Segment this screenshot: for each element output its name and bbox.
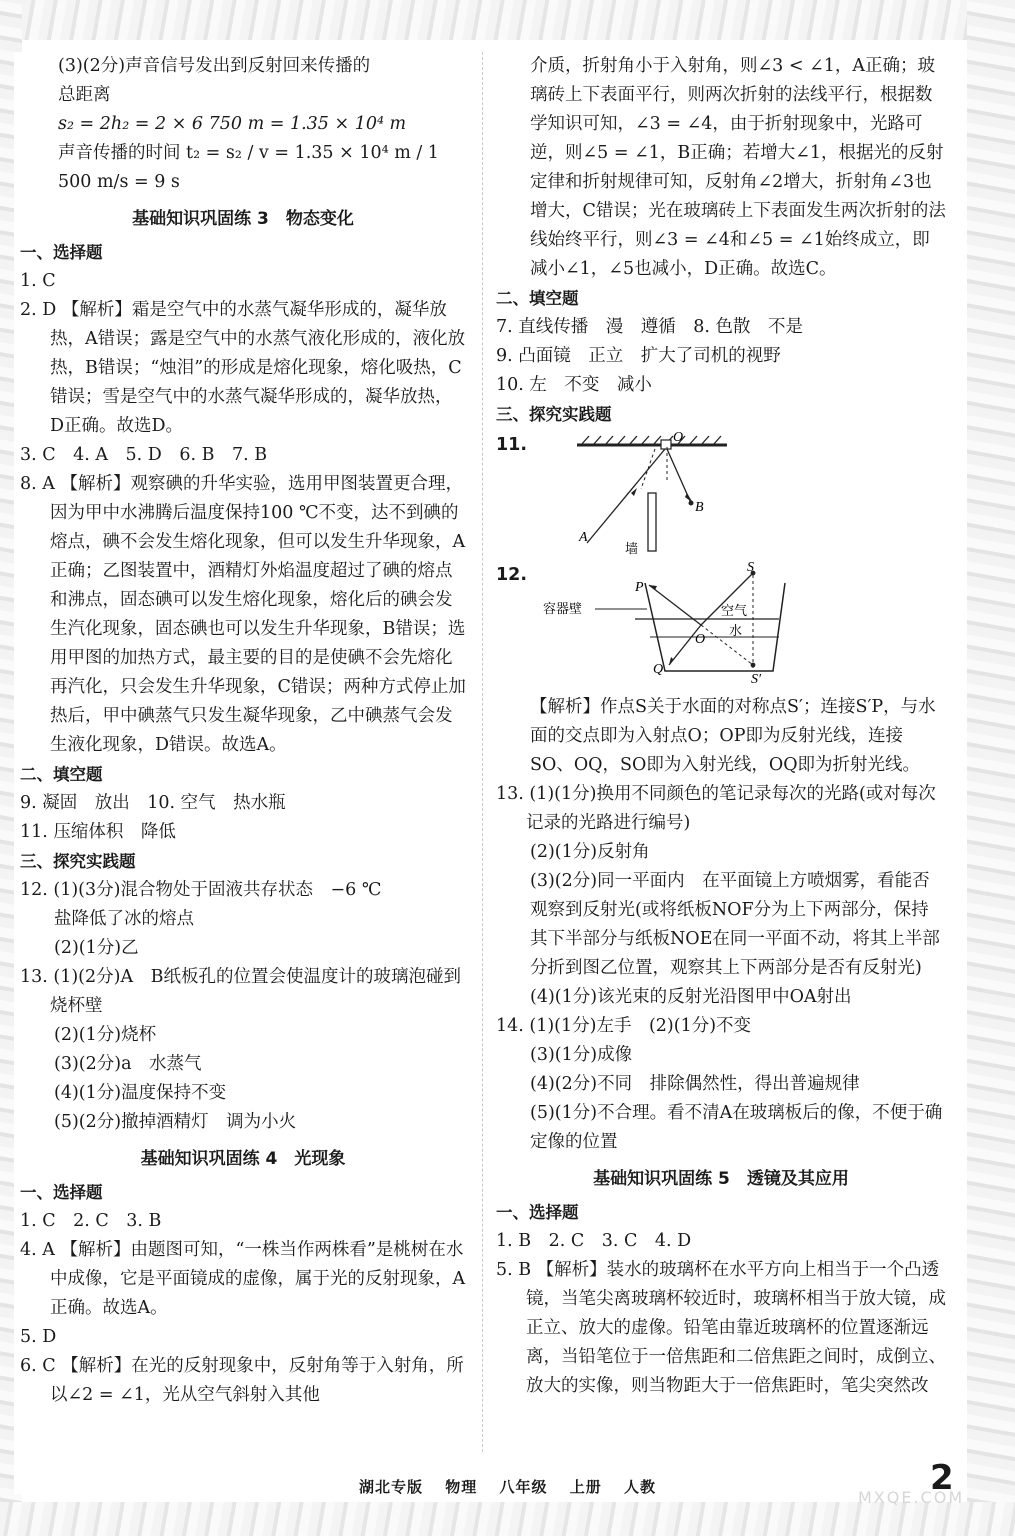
answer-12-label: 12.	[496, 565, 528, 585]
label-s: S	[746, 561, 754, 575]
label-p: P	[634, 580, 644, 595]
answer-13-4: (4)(1分)温度保持不变	[54, 1083, 227, 1103]
page-number: 2	[930, 1458, 954, 1498]
column-divider	[482, 52, 484, 1452]
answer-6-cont: 介质，折射角小于入射角，则∠3 < ∠1，A正确；玻璃砖上下表面平行，则两次折射的法线平行，根据数学知识可知，∠3 = ∠4，由于折射现象中，光路可逆，则∠5 = ∠1，B正确；若增大∠1，根据光的反射定律和折射规律可知，反射角∠2增大，折射角∠3也增大，C错误；光在玻璃砖上下表面发生两次折射的法线始终平行，则∠3 = ∠4和∠5 = ∠1始终成立，即减小∠1，∠5也减小，D正确。故选C。	[530, 56, 946, 279]
figure-12	[496, 561, 946, 691]
answers-9-10: 9. 凝固 放出 10. 空气 热水瓶	[20, 793, 286, 813]
answer-9: 9. 凸面镜 正立 扩大了司机的视野	[496, 346, 781, 366]
label-a: A	[578, 530, 588, 545]
footer-edition: 湖北专版	[358, 1478, 423, 1496]
footer-subject: 物理	[445, 1478, 478, 1496]
answer-13-2r: (2)(1分)反射角	[530, 842, 650, 862]
q3-part: (3)(2分)声音信号发出到反射回来传播的	[58, 56, 371, 76]
answer-13-3r: (3)(2分)同一平面内 在平面镜上方喷烟雾，看能否观察到反射光(或将纸板NOF分为上下两部分，保持其下半部分与纸板NOE在同一平面不动，将其上半部分折到图乙位置，观察其上下两部分是否有反射光)	[530, 871, 940, 978]
answer-sheet	[14, 52, 954, 1494]
answer-6: 6. C 【解析】在光的反射现象中，反射角等于入射角，所以∠2 = ∠1，光从空气斜射入其他	[20, 1356, 464, 1405]
answer-13-2: (2)(1分)烧杯	[54, 1025, 157, 1045]
answers-7-8: 7. 直线传播 漫 遵循 8. 色散 不是	[496, 317, 804, 337]
watermark: MXQE.COM	[858, 1488, 965, 1507]
section-choice: 一、选择题	[20, 243, 103, 262]
formula-time: 声音传播的时间 t₂ = s₂ / v = 1.35 × 10⁴ m / 1 500 m/s = 9 s	[58, 143, 439, 192]
answer-11-label: 11.	[496, 435, 528, 455]
answer-13-1: 13. (1)(2分)A B纸板孔的位置会使温度计的玻璃泡碰到烧杯壁	[20, 967, 461, 1016]
answer-14-5: (5)(1分)不合理。看不清A在玻璃板后的像，不便于确定像的位置	[530, 1103, 943, 1152]
answer-4: 4. A 【解析】由题图可知，“一株当作两株看”是桃树在水中成像，它是平面镜成的虚像，属于光的反射现象，A正确。故选A。	[20, 1240, 466, 1318]
answer-12-2: (2)(1分)乙	[54, 938, 139, 958]
answer-12-explanation: 【解析】作点S关于水面的对称点S′；连接S′P，与水面的交点即为入射点O；OP即为反射光线，连接SO、OQ，SO即为入射光线，OQ即为折射光线。	[530, 697, 936, 775]
section-title-4: 基础知识巩固练 4 光现象	[140, 1149, 346, 1169]
answer-13-5: (5)(2分)撤掉酒精灯 调为小火	[54, 1112, 297, 1132]
label-wall: 墙	[624, 542, 638, 557]
answer-14-1: 14. (1)(1分)左手 (2)(1分)不变	[496, 1016, 752, 1036]
label-b: B	[694, 500, 704, 515]
answer-13-3: (3)(2分)a 水蒸气	[54, 1054, 202, 1074]
section-choice-5: 一、选择题	[496, 1203, 579, 1222]
mirror-reflection-diagram	[557, 431, 757, 559]
label-s-prime: S′	[750, 672, 761, 687]
label-q: Q	[652, 662, 663, 677]
label-o2: O	[694, 632, 705, 647]
label-o: O	[672, 431, 683, 445]
answer-14-3: (3)(1分)成像	[530, 1045, 633, 1065]
label-water: 水	[728, 624, 742, 639]
page-border-right	[967, 0, 1015, 1536]
right-column	[496, 52, 946, 1401]
section-title-3: 基础知识巩固练 3 物态变化	[132, 209, 354, 229]
section-title-5: 基础知识巩固练 5 透镜及其应用	[593, 1169, 849, 1189]
label-container-wall: 容器壁	[542, 602, 582, 617]
answers-3-7: 3. C 4. A 5. D 6. B 7. B	[20, 445, 268, 465]
left-column	[20, 52, 466, 1410]
answer-8: 8. A 【解析】观察碘的升华实验，选用甲图装置更合理，因为甲中水沸腾后温度保持100 ℃不变，达不到碘的熔点，碘不会发生熔化现象，但可以发生升华现象，A正确；乙图装置中，酒精灯外焰温度超过了碘的熔点和沸点，固态碘可以发生熔化现象，熔化后的碘会发生汽化现象，固态碘也可以发生升华现象，B错误；选用甲图的加热方式，最主要的目的是使碘不会先熔化再汽化，只会发生升华现象，C错误；两种方式停止加热后，甲中碘蒸气只发生凝华现象，乙中碘蒸气会发生液化现象，D错误。故选A。	[20, 474, 466, 755]
answer-10: 10. 左 不变 减小	[496, 375, 652, 395]
footer-publisher: 人教	[623, 1478, 656, 1496]
section-fill-4: 二、填空题	[496, 289, 579, 308]
answer-12-1-cont: 盐降低了冰的熔点	[54, 909, 194, 929]
answers-1-4: 1. B 2. C 3. C 4. D	[496, 1231, 692, 1251]
answer-14-4: (4)(2分)不同 排除偶然性，得出普遍规律	[530, 1074, 860, 1094]
figure-11	[496, 431, 946, 559]
answer-13-1r: 13. (1)(1分)换用不同颜色的笔记录每次的光路(或对每次记录的光路进行编号)	[496, 784, 936, 833]
answer-11: 11. 压缩体积 降低	[20, 822, 176, 842]
formula-distance: s₂ = 2h₂ = 2 × 6 750 m = 1.35 × 10⁴ m	[58, 114, 407, 134]
answers-1-3: 1. C 2. C 3. B	[20, 1211, 162, 1231]
refraction-container-diagram	[535, 561, 795, 691]
answer-13-4r: (4)(1分)该光束的反射光沿图甲中OA射出	[530, 987, 852, 1007]
footer-grade: 八年级	[499, 1478, 548, 1496]
answer-5-lens: 5. B 【解析】装水的玻璃杯在水平方向上相当于一个凸透镜，当笔尖离玻璃杯较近时，玻璃杯相当于放大镜，成正立、放大的虚像。铅笔由靠近玻璃杯的位置逐渐远离，当铅笔位于一倍焦距和二倍焦距之间时，成倒立、放大的实像，则当物距大于一倍焦距时，笔尖突然改	[496, 1260, 946, 1396]
footer-volume: 上册	[569, 1478, 602, 1496]
section-choice-4: 一、选择题	[20, 1183, 103, 1202]
answer-1: 1. C	[20, 271, 56, 291]
page-border-top	[0, 0, 1015, 40]
label-air: 空气	[720, 604, 747, 619]
q3-part-cont: 总距离	[58, 85, 111, 105]
answer-5: 5. D	[20, 1327, 57, 1347]
answer-12-1: 12. (1)(3分)混合物处于固液共存状态 −6 ℃	[20, 880, 382, 900]
section-practice: 三、探究实践题	[20, 852, 136, 871]
section-practice-4: 三、探究实践题	[496, 405, 612, 424]
section-fill: 二、填空题	[20, 765, 103, 784]
answer-2: 2. D 【解析】霜是空气中的水蒸气凝华形成的，凝华放热，A错误；露是空气中的水蒸气液化形成的，液化放热，B错误；“烛泪”的形成是熔化现象，熔化吸热，C错误；雪是空气中的水蒸气凝华形成的，凝华放热，D正确。故选D。	[20, 300, 466, 436]
page-border-bottom	[0, 1502, 1015, 1536]
